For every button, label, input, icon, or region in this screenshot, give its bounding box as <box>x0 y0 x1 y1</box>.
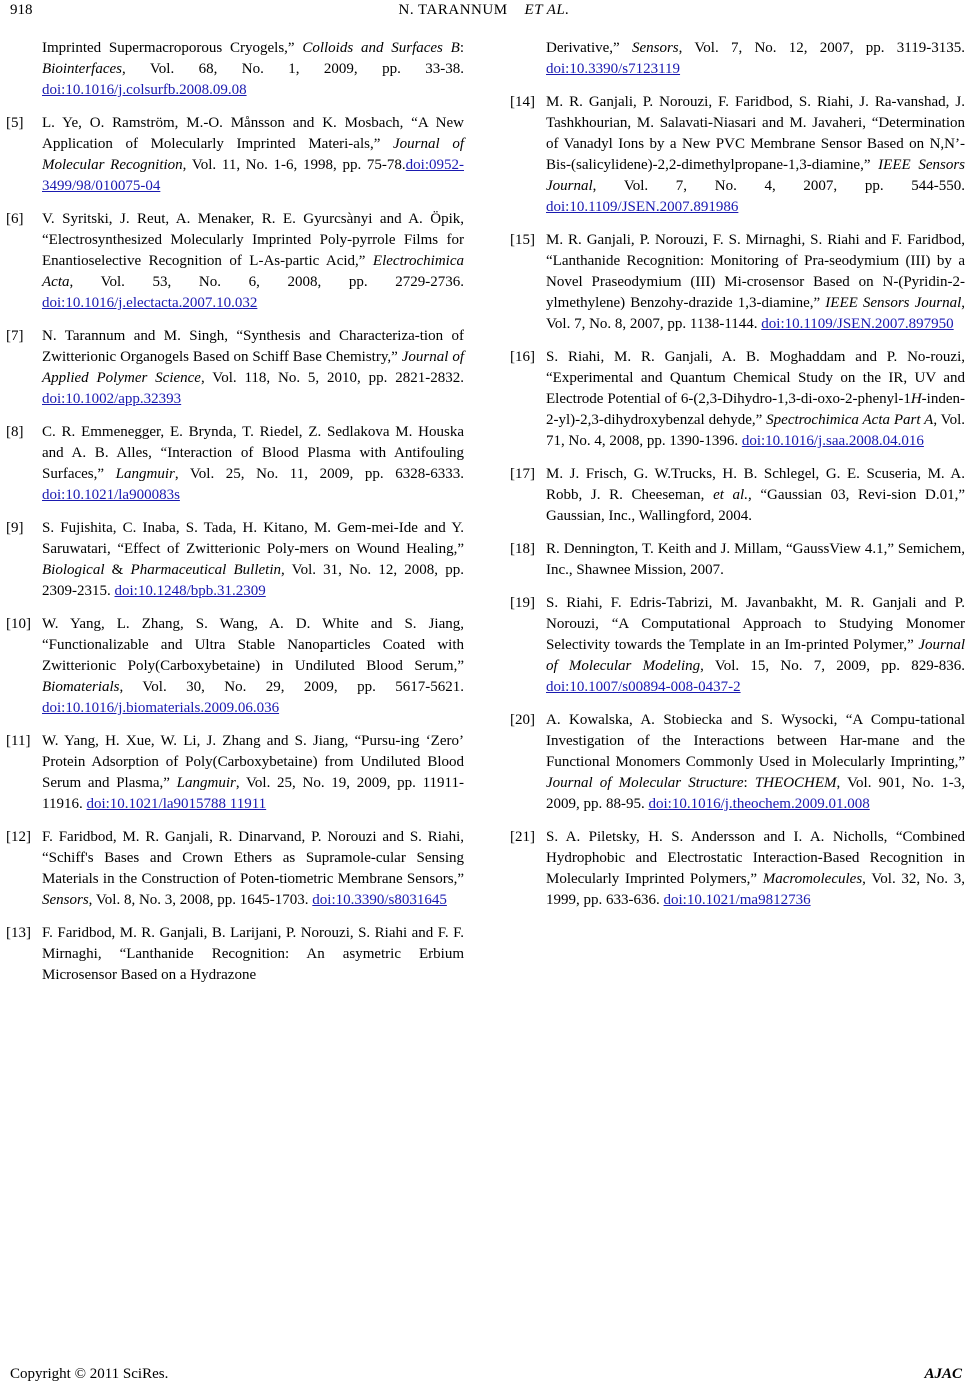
reference-entry <box>6 209 464 314</box>
reference-entry <box>510 230 965 335</box>
reference-italic-text: Pharmaceutical Bulletin <box>130 562 282 578</box>
reference-entry <box>510 710 965 815</box>
reference-text: W. Yang, H. Xue, W. Li, J. Zhang and S. Jiang, “Pursu-ing ‘Zero’ Protein Adsorption of Poly(Carboxybetaine) from Undiluted Blood Serum and Plasma,” <box>42 733 464 791</box>
reference-italic-text: Biointerfaces <box>42 61 122 77</box>
doi-link[interactable]: doi:10.1021/la900083s <box>42 487 180 503</box>
footer-copyright: Copyright © 2011 SciRes. <box>10 1366 169 1382</box>
footer-journal: AJAC <box>924 1366 962 1382</box>
doi-link[interactable]: doi:10.1021/la9015788 11911 <box>86 796 267 812</box>
reference-text: W. Yang, L. Zhang, S. Wang, A. D. White and S. Jiang, “Functionalizable and Ultra Stable Nanoparticles Coated with Zwitterionic Poly(Carboxybetaine) in Undiluted Blood Serum,” <box>42 616 464 674</box>
reference-number: [15] <box>510 232 535 248</box>
page-number: 918 <box>10 2 33 18</box>
reference-italic-text: Biomaterials <box>42 679 120 695</box>
reference-entry <box>510 464 965 527</box>
reference-text: V. Syritski, J. Reut, A. Menaker, R. E. Gyurcsànyi and A. Öpik, “Electrosynthesized Molecularly Imprinted Poly-pyrrole Films for Enantioselective Recognition of L-As-partic Acid,” <box>42 211 464 269</box>
reference-entry <box>510 92 965 218</box>
reference-text: C. R. Emmenegger, E. Brynda, T. Riedel, Z. Sedlakova M. Houska and A. B. Alles, “Interaction of Blood Plasma with Antifouling Surfaces,” <box>42 424 464 482</box>
reference-text: , Vol. 901, No. 1-3, 2009, pp. 88-95. <box>546 775 965 812</box>
reference-italic-text: THEOCHEM <box>754 775 837 791</box>
reference-text: , Vol. 8, No. 3, 2008, pp. 1645-1703. <box>88 892 313 908</box>
reference-number: [17] <box>510 466 535 482</box>
reference-italic-text: H <box>910 391 922 407</box>
reference-text: , Vol. 31, No. 12, 2008, pp. 2309-2315. <box>42 562 464 599</box>
reference-entry <box>6 827 464 911</box>
reference-italic-text: Journal of Molecular Modeling <box>546 637 965 674</box>
reference-text: M. R. Ganjali, P. Norouzi, F. Faridbod, S. Riahi, J. Ra-vanshad, J. Tashkhourian, M. Salavati-Niasari and M. Javaheri, “Determination of Vanadyl Ions by a New PVC Membrane Sensor Based on N,N’-Bis-(salicylidene)-2,2-dimethylpropane-1,3-diamine,” <box>546 94 965 173</box>
reference-column-left <box>6 38 464 998</box>
reference-number: [21] <box>510 829 535 845</box>
reference-italic-text: Colloids and Surfaces B <box>302 40 460 56</box>
doi-link[interactable]: doi:10.1109/JSEN.2007.891986 <box>546 199 739 215</box>
reference-text: , “Gaussian 03, Revi-sion D.01,” Gaussian, Inc., Wallingford, 2004. <box>546 487 965 524</box>
doi-link[interactable]: doi:10.1109/JSEN.2007.897950 <box>761 316 954 332</box>
reference-number: [8] <box>6 424 24 440</box>
reference-number: [16] <box>510 349 535 365</box>
doi-link[interactable]: doi:10.1002/app.32393 <box>42 391 182 407</box>
reference-entry <box>510 593 965 698</box>
reference-text: , Vol. 32, No. 3, 1999, pp. 633-636. <box>546 871 965 908</box>
reference-italic-text: Journal of Molecular Recognition <box>42 136 464 173</box>
reference-text: , Vol. 7, No. 12, 2007, pp. 3119-3135. <box>678 40 965 56</box>
reference-italic-text: IEEE Sensors Journal <box>825 295 962 311</box>
running-head-etal: ET AL. <box>524 2 570 18</box>
doi-link[interactable]: doi:10.3390/s7123119 <box>546 61 681 77</box>
reference-entry <box>510 347 965 452</box>
reference-entry <box>510 539 965 581</box>
reference-text: F. Faridbod, M. R. Ganjali, R. Dinarvand, P. Norouzi and S. Riahi, “Schiff's Bases and Crown Ethers as Supramole-cular Sensing Materials in the Construction of Poten-tiometric Membrane Sensors,” <box>42 829 464 887</box>
reference-number: [19] <box>510 595 535 611</box>
reference-italic-text: Biological <box>42 562 105 578</box>
reference-italic-text: Langmuir <box>115 466 175 482</box>
reference-entry <box>510 827 965 911</box>
reference-text: S. Fujishita, C. Inaba, S. Tada, H. Kitano, M. Gem-mei-Ide and Y. Saruwatari, “Effect of Zwitterionic Poly-mers on Wound Healing,” <box>42 520 464 557</box>
doi-link[interactable]: doi:10.1016/j.electacta.2007.10.032 <box>42 295 258 311</box>
reference-number: [12] <box>6 829 31 845</box>
reference-number: [5] <box>6 115 24 131</box>
reference-italic-text: Spectrochimica Acta Part A <box>766 412 934 428</box>
doi-link[interactable]: doi:0952-3499/98/010075-04 <box>42 157 464 194</box>
reference-number: [13] <box>6 925 31 941</box>
reference-text: N. Tarannum and M. Singh, “Synthesis and Characteriza-tion of Zwitterionic Organogels Based on Schiff Base Chemistry,” <box>42 328 464 365</box>
reference-italic-text: Sensors <box>42 892 89 908</box>
reference-entry <box>510 38 965 80</box>
reference-number: [6] <box>6 211 24 227</box>
reference-text: , Vol. 25, No. 11, 2009, pp. 6328-6333. <box>174 466 464 482</box>
reference-text: , Vol. 30, No. 29, 2009, pp. 5617-5621. <box>119 679 464 695</box>
reference-text: & <box>104 562 131 578</box>
doi-link[interactable]: doi:10.1016/j.saa.2008.04.016 <box>741 433 924 449</box>
reference-text: , Vol. 15, No. 7, 2009, pp. 829-836. <box>700 658 966 674</box>
reference-italic-text: et al. <box>713 487 748 503</box>
reference-entry <box>6 923 464 986</box>
running-head <box>0 2 968 19</box>
reference-text: : <box>459 40 464 56</box>
reference-number: [7] <box>6 328 24 344</box>
reference-entry <box>6 518 464 602</box>
reference-text: , Vol. 71, No. 4, 2008, pp. 1390-1396. <box>546 412 965 449</box>
reference-text: -inden-2-yl)-2,3-dihydroxybenzal dehyde,” <box>546 391 965 428</box>
reference-entry <box>6 326 464 410</box>
reference-italic-text: Macromolecules <box>762 871 863 887</box>
reference-entry <box>6 614 464 719</box>
reference-text: F. Faridbod, M. R. Ganjali, B. Larijani, P. Norouzi, S. Riahi and F. F. Mirnaghi, “Lanthanide Recognition: An asymetric Erbium Microsensor Based on a Hydrazone <box>42 925 464 983</box>
reference-text: R. Dennington, T. Keith and J. Millam, “GaussView 4.1,” Semichem, Inc., Shawnee Mission, 2007. <box>546 541 965 578</box>
reference-italic-text: Sensors <box>631 40 679 56</box>
reference-text: , Vol. 53, No. 6, 2008, pp. 2729-2736. <box>69 274 464 290</box>
reference-entry <box>6 38 464 101</box>
doi-link[interactable]: doi:10.3390/s8031645 <box>312 892 447 908</box>
reference-italic-text: IEEE Sensors Journal <box>546 157 966 194</box>
doi-link[interactable]: doi:10.1016/j.biomaterials.2009.06.036 <box>42 700 280 716</box>
reference-text: , Vol. 7, No. 4, 2007, pp. 544-550. <box>592 178 965 194</box>
doi-link[interactable]: doi:10.1021/ma9812736 <box>663 892 811 908</box>
reference-italic-text: Journal of Applied Polymer Science <box>42 349 464 386</box>
reference-text: Imprinted Supermacroporous Cryogels,” <box>42 40 303 56</box>
reference-italic-text: Electrochimica Acta <box>42 253 464 290</box>
reference-text: , Vol. 7, No. 8, 2007, pp. 1138-1144. <box>546 295 965 332</box>
reference-text: S. Riahi, M. R. Ganjali, A. B. Moghaddam and P. No-rouzi, “Experimental and Quantum Chemical Study on the IR, UV and Electrode Potential of 6-(2,3-Dihydro-1,3-di-oxo-2-phenyl-1 <box>546 349 965 407</box>
reference-text: M. R. Ganjali, P. Norouzi, F. S. Mirnaghi, S. Riahi and F. Faridbod, “Lanthanide Recognition: Monitoring of Pra-seodymium (III) by a Novel Praseodymium (III) Mi-crosensor Based on N-(Pyridin-2-ylmethylene) Benzohy-drazide 1,3-diamine,” <box>546 232 965 311</box>
reference-number: [18] <box>510 541 535 557</box>
reference-text: A. Kowalska, A. Stobiecka and S. Wysocki, “A Compu-tational Investigation of the Interactions between Har-mane and the Functional Monomers Commonly Used in Molecularly Imprinting,” <box>546 712 965 770</box>
reference-text: S. A. Piletsky, H. S. Andersson and I. A. Nicholls, “Combined Hydrophobic and Electrostatic Interaction-Based Recognition in Molecularly Imprinted Polymers,” <box>546 829 965 887</box>
reference-text: , Vol. 118, No. 5, 2010, pp. 2821-2832. <box>200 370 464 386</box>
reference-text: , Vol. 68, No. 1, 2009, pp. 33-38. <box>121 61 464 77</box>
reference-entry <box>6 422 464 506</box>
reference-number: [11] <box>6 733 31 749</box>
reference-italic-text: Langmuir <box>176 775 236 791</box>
reference-text: , Vol. 11, No. 1-6, 1998, pp. 75-78. <box>182 157 406 173</box>
doi-link[interactable]: doi:10.1007/s00894-008-0437-2 <box>546 679 741 695</box>
reference-entry <box>6 113 464 197</box>
running-head-author: N. TARANNUM <box>398 2 508 18</box>
reference-italic-text: Journal of Molecular Structure <box>546 775 744 791</box>
reference-text: , Vol. 25, No. 19, 2009, pp. 11911-11916. <box>42 775 464 812</box>
doi-link[interactable]: doi:10.1248/bpb.31.2309 <box>114 583 266 599</box>
reference-column-right <box>510 38 965 923</box>
reference-entry <box>6 731 464 815</box>
reference-number: [9] <box>6 520 24 536</box>
reference-text: S. Riahi, F. Edris-Tabrizi, M. Javanbakht, M. R. Ganjali and P. Norouzi, “A Computational Approach to Studying Monomer Selectivity towards the Template in an Im-printed Polymer,” <box>546 595 965 653</box>
reference-number: [14] <box>510 94 535 110</box>
reference-text: L. Ye, O. Ramström, M.-O. Månsson and K. Mosbach, “A New Application of Molecularly Imprinted Materi-als,” <box>42 115 464 152</box>
doi-link[interactable]: doi:10.1016/j.colsurfb.2008.09.08 <box>42 82 247 98</box>
reference-text: : <box>743 775 755 791</box>
doi-link[interactable]: doi:10.1016/j.theochem.2009.01.008 <box>648 796 870 812</box>
reference-number: [20] <box>510 712 535 728</box>
reference-number: [10] <box>6 616 31 632</box>
reference-text: M. J. Frisch, G. W.Trucks, H. B. Schlegel, G. E. Scuseria, M. A. Robb, J. R. Cheeseman, <box>546 466 965 503</box>
reference-text: Derivative,” <box>546 40 632 56</box>
